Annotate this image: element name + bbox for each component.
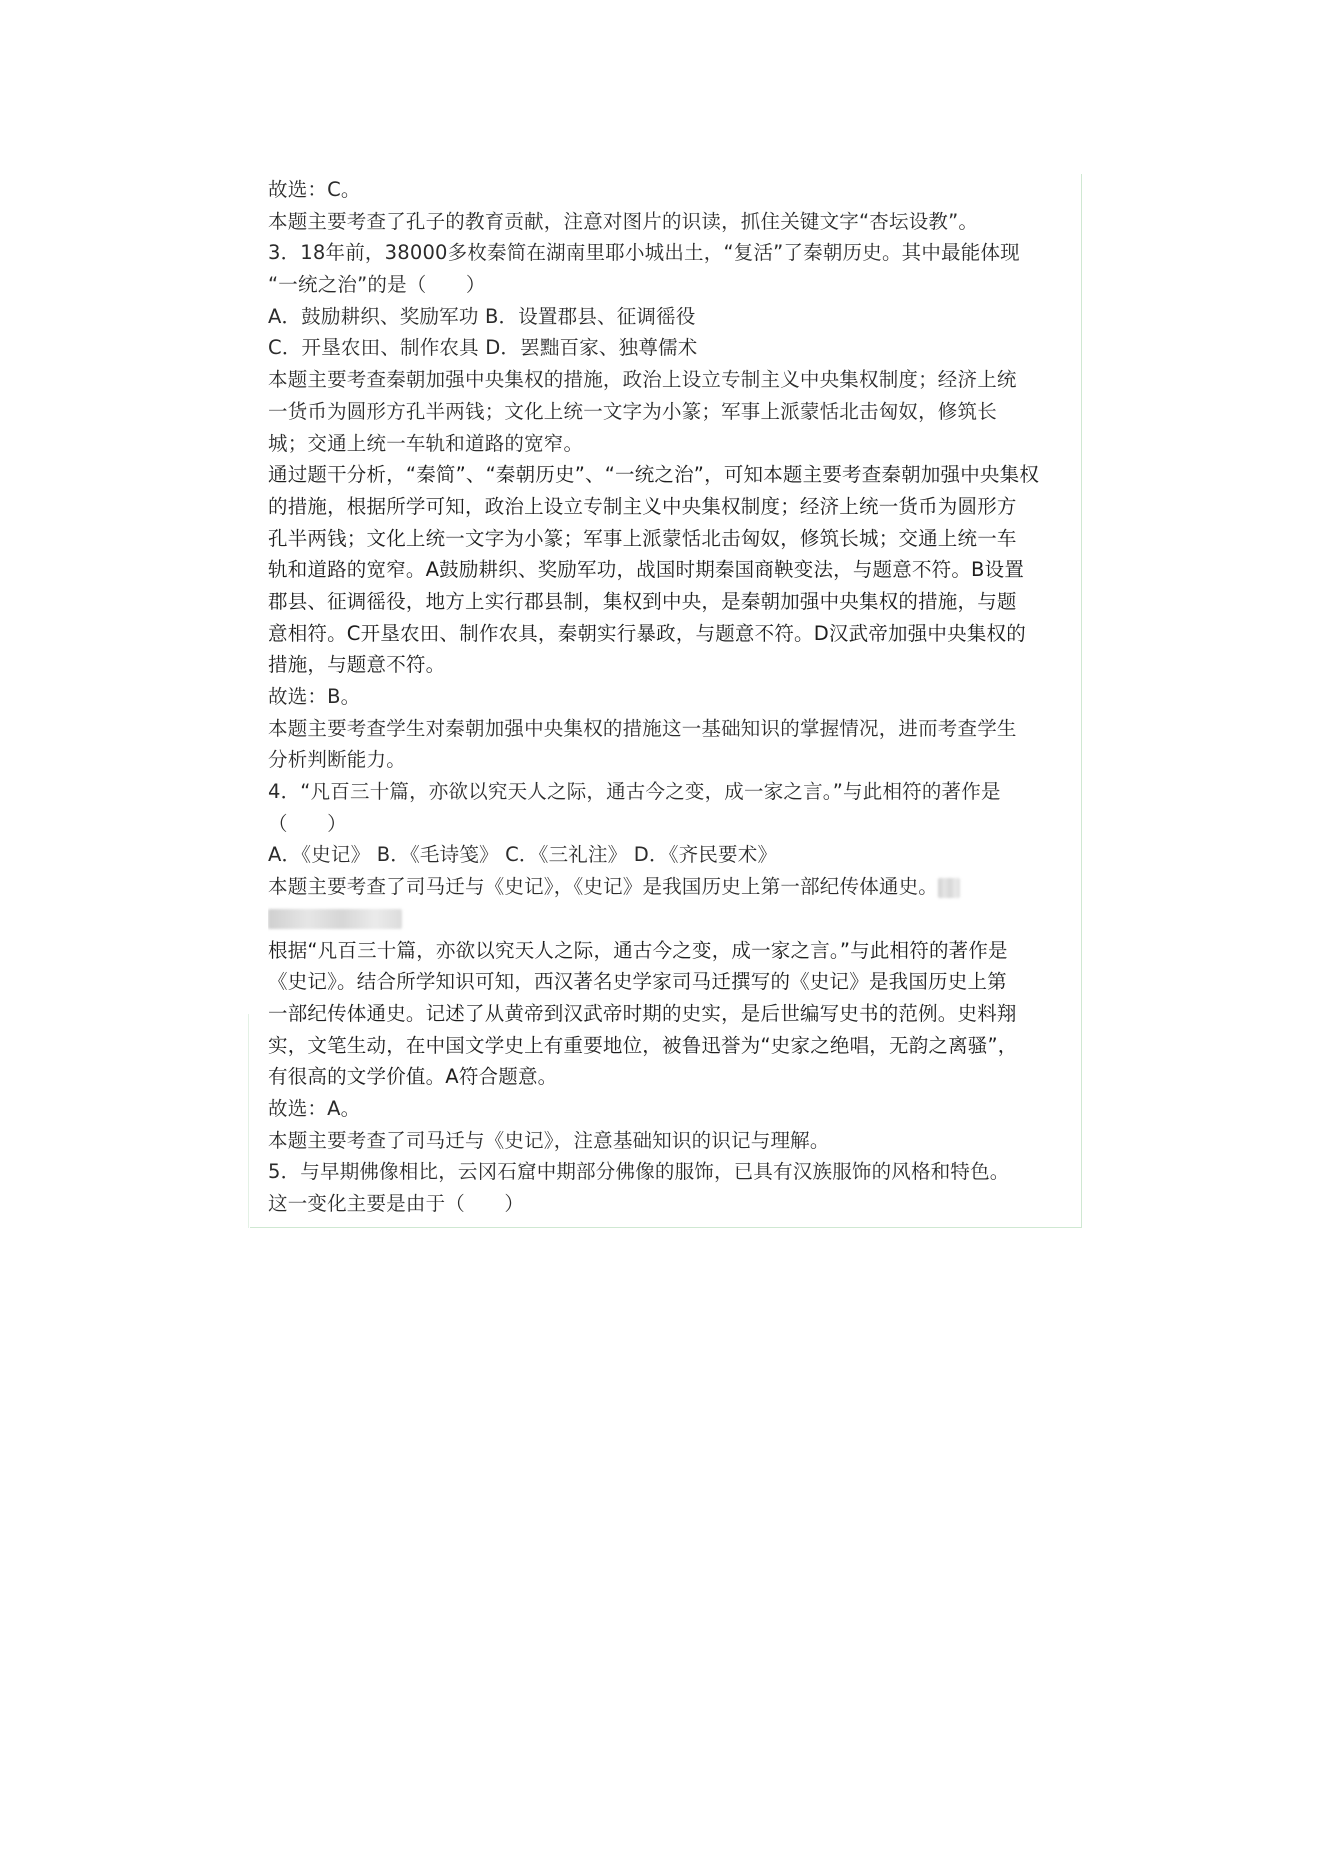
question-4-stem: 4．“凡百三十篇，亦欲以究天人之际，通古今之变，成一家之言。”与此相符的著作是 — [268, 780, 1001, 804]
analysis-line: 一货币为圆形方孔半两钱；文化上统一文字为小篆；军事上派蒙恬北击匈奴，修筑长 — [268, 399, 997, 423]
question-3-stem-cont: “一统之治”的是（ ） — [268, 273, 486, 297]
explanation-line: 《史记》。结合所学知识可知，西汉著名史学家司马迁撰写的《史记》是我国历史上第 — [268, 970, 1007, 994]
blurred-text — [938, 878, 960, 898]
question-5-stem: 5．与早期佛像相比，云冈石窟中期部分佛像的服饰，已具有汉族服饰的风格和特色。 — [268, 1160, 1010, 1184]
analysis-line: 本题主要考查了孔子的教育贡献，注意对图片的识读，抓住关键文字“杏坛设教”。 — [268, 209, 979, 233]
explanation-line: 通过题干分析，“秦简”、“秦朝历史”、“一统之治”，可知本题主要考查秦朝加强中央集权 — [268, 463, 1040, 487]
analysis-line: 本题主要考查秦朝加强中央集权的措施，政治上设立专制主义中央集权制度；经济上统 — [268, 368, 1017, 392]
explanation-line: 根据“凡百三十篇，亦欲以究天人之际，通古今之变，成一家之言。”与此相符的著作是 — [268, 938, 1008, 962]
analysis-line: 本题主要考查学生对秦朝加强中央集权的措施这一基础知识的掌握情况，进而考查学生 — [268, 716, 1017, 740]
blurred-text — [268, 909, 402, 929]
explanation-line: 一部纪传体通史。记述了从黄帝到汉武帝时期的史实，是后世编写史书的范例。史料翔 — [268, 1001, 1017, 1025]
analysis-line-with-blur — [268, 871, 1063, 903]
explanation-line: 孔半两钱；文化上统一文字为小篆；军事上派蒙恬北击匈奴，修筑长城；交通上统一车 — [268, 526, 1017, 550]
question-4-options: A．《史记》 B．《毛诗笺》 C．《三礼注》 D．《齐民要术》 — [268, 843, 778, 867]
explanation-line: 实，文笔生动，在中国文学史上有重要地位，被鲁迅誉为“史家之绝唱，无韵之离骚”， — [268, 1033, 1018, 1057]
answer-line: 故选：C。 — [268, 178, 361, 201]
analysis-line: 分析判断能力。 — [268, 748, 406, 772]
explanation-line: 意相符。C开垦农田、制作农具，秦朝实行暴政，与题意不符。D汉武帝加强中央集权的 — [268, 621, 1026, 645]
answer-line: 故选：A。 — [268, 1096, 361, 1120]
question-4-stem-cont: （ ） — [268, 811, 347, 835]
blurred-line — [268, 903, 1063, 935]
explanation-line: 措施，与题意不符。 — [268, 653, 446, 677]
answer-line: 故选：B。 — [268, 685, 361, 708]
explanation-line: 轨和道路的宽窄。A鼓励耕织、奖励军功，战国时期秦国商鞅变法，与题意不符。B设置 — [268, 558, 1025, 582]
analysis-line: 城；交通上统一车轨和道路的宽窄。 — [268, 431, 584, 455]
question-3-options-ab: A．鼓励耕织、奖励军功 B．设置郡县、征调徭役 — [268, 304, 696, 328]
analysis-line: 本题主要考查了司马迁与《史记》，注意基础知识的识记与理解。 — [268, 1128, 830, 1152]
analysis-text: 本题主要考查了司马迁与《史记》，《史记》是我国历史上第一部纪传体通史。 — [268, 875, 939, 899]
explanation-line: 有很高的文学价值。A符合题意。 — [268, 1065, 558, 1089]
explanation-line: 郡县、征调徭役，地方上实行郡县制，集权到中央，是秦朝加强中央集权的措施，与题 — [268, 589, 1017, 613]
explanation-line: 的措施，根据所学可知，政治上设立专制主义中央集权制度；经济上统一货币为圆形方 — [268, 494, 1017, 518]
question-3-options-cd: C．开垦农田、制作农具 D．罢黜百家、独尊儒术 — [268, 336, 698, 360]
answer-content-box — [250, 174, 1082, 1228]
question-5-stem-cont: 这一变化主要是由于（ ） — [268, 1192, 525, 1215]
question-3-stem: 3．18年前，38000多枚秦简在湖南里耶小城出土，“复活”了秦朝历史。其中最能体现 — [268, 241, 1020, 265]
